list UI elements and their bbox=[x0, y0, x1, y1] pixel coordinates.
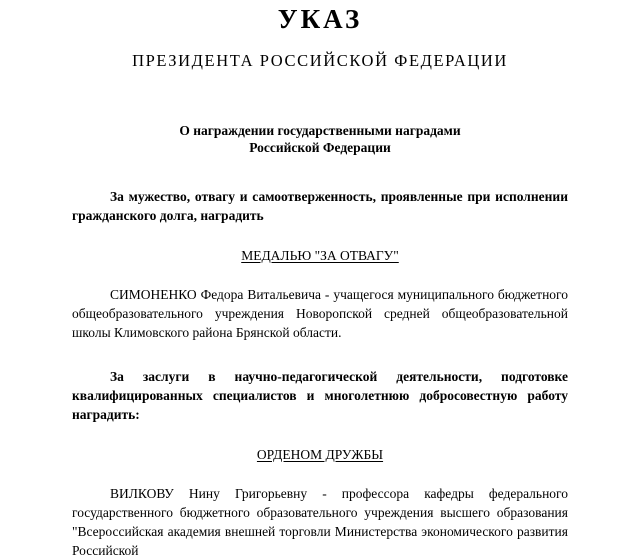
subject-line-1: О награждении государственными наградами bbox=[179, 122, 461, 138]
award-name-1: МЕДАЛЬЮ "ЗА ОТВАГУ" bbox=[241, 247, 399, 263]
award-name-heading-1 bbox=[72, 247, 568, 264]
subject-line-2: Российской Федерации bbox=[249, 139, 391, 155]
award-recipient-2: ВИЛКОВУ Нину Григорьевну - профессора кафедры федерального государственного бюджетного образовательного учреждения высшего образования "Всероссийская академия внешней торговли Министерства экономического развития Российской bbox=[72, 485, 568, 558]
award-name-2: ОРДЕНОМ ДРУЖБЫ bbox=[256, 446, 384, 462]
award-name-heading-2 bbox=[72, 446, 568, 463]
award-recipient-1: СИМОНЕНКО Федора Витальевича - учащегося муниципального бюджетного общеобразовательного учреждения Новоропской средней общеобразовательной школы Климовского района Брянской области. bbox=[72, 286, 568, 340]
award-preamble-1: За мужество, отвагу и самоотверженность, проявленные при исполнении гражданского долга, наградить bbox=[72, 188, 568, 223]
document-subject bbox=[72, 122, 568, 156]
document-title: УКАЗ bbox=[277, 4, 363, 34]
award-preamble-2: За заслуги в научно-педагогической деятельности, подготовке квалифицированных специалистов и многолетнюю добросовестную работу наградить: bbox=[72, 368, 568, 422]
document-subtitle: ПРЕЗИДЕНТА РОССИЙСКОЙ ФЕДЕРАЦИИ bbox=[132, 51, 508, 70]
